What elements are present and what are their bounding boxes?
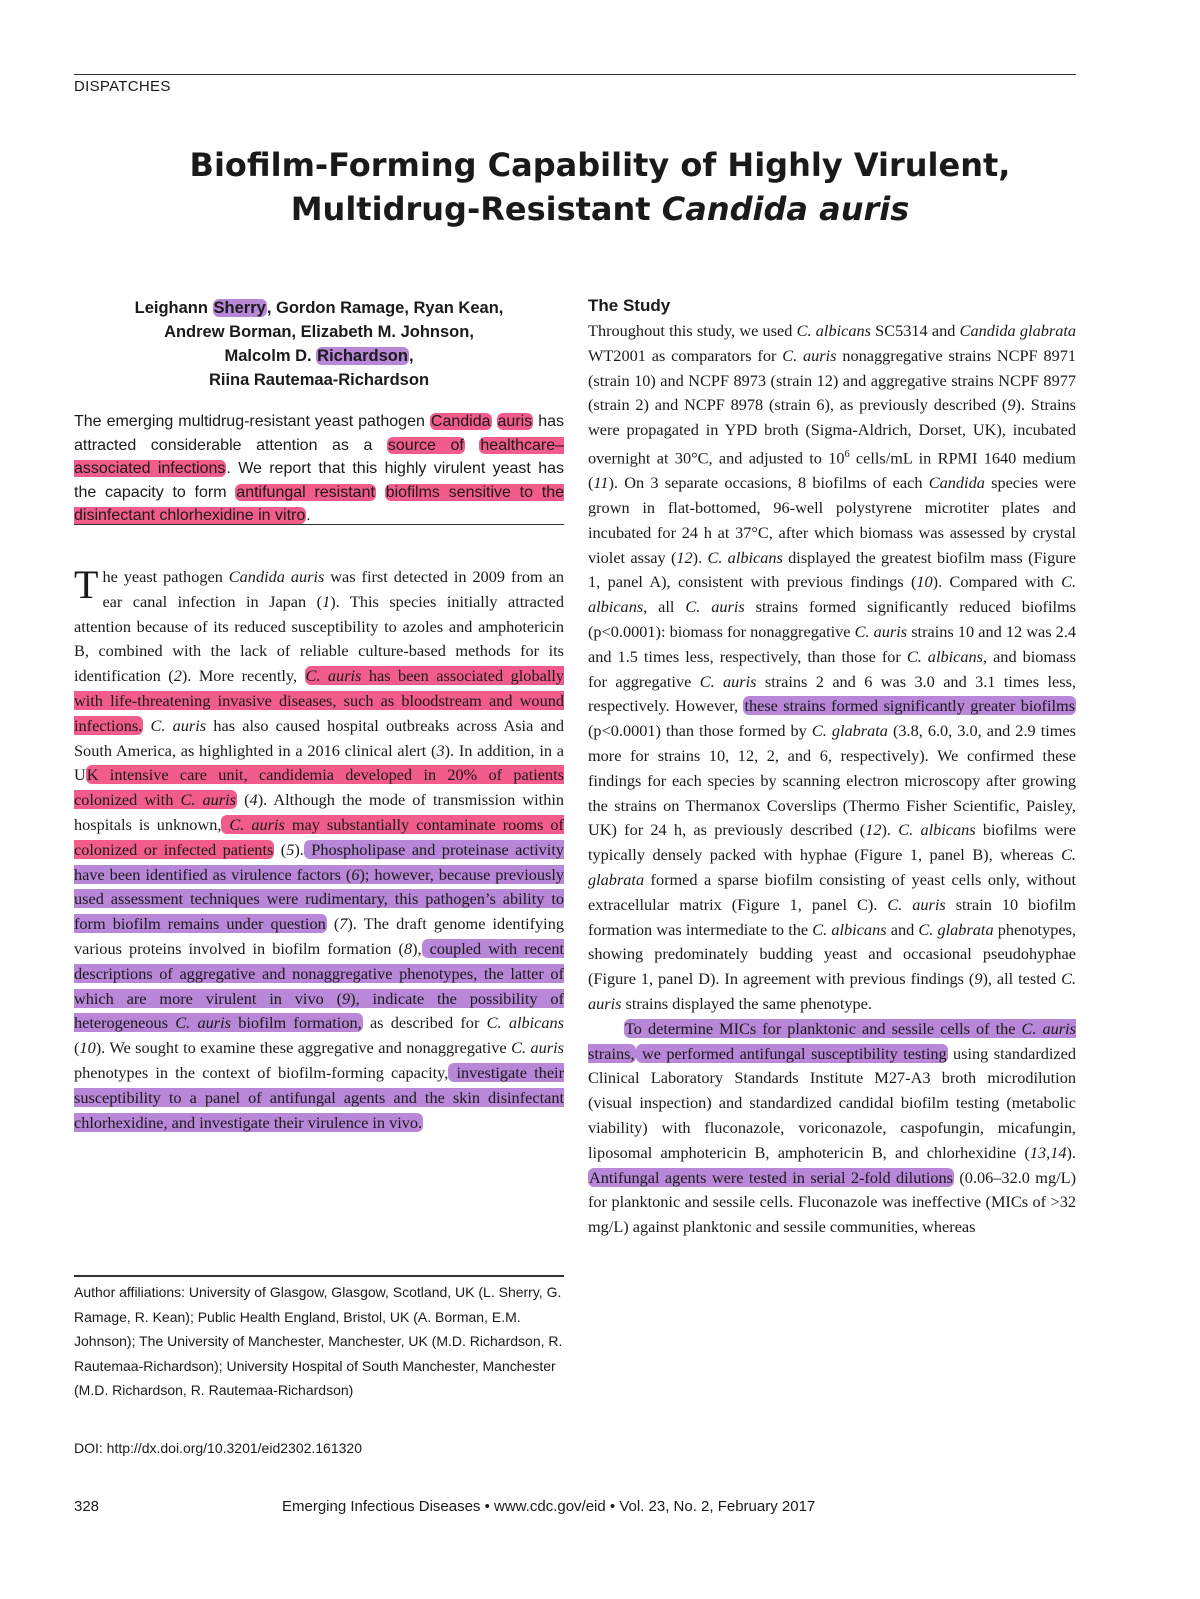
- highlight-sherry[interactable]: Sherry: [213, 299, 266, 317]
- study-paragraph-2: To determine MICs for planktonic and sessile cells of the C. auris strains, we performed antifungal susceptibility testing using standardized Clinical Laboratory Standards Institute M27-A3 broth microdilution (visual inspection) and standardized candidal biofilm testing (metabolic viability) with fluconazole, voriconazole, caspofungin, micafungin, liposomal amphotericin B, amphotericin B, and chlorhexidine (13,14). Antifungal agents were tested in serial 2-fold dilutions (0.06–32.0 mg/L) for planktonic and sessile cells. Fluconazole was ineffective (MICs of >32 mg/L) against planktonic and sessile communities, whereas: [588, 1018, 1077, 1237]
- highlight-abstract-5[interactable]: antifungal resistant: [236, 483, 375, 501]
- highlight-intro-2[interactable]: K intensive care unit, candidemia developed in 20% of patients colonized with C. auris: [74, 765, 564, 810]
- affiliation-rule: [74, 1275, 564, 1277]
- top-rule: [74, 74, 1076, 75]
- title-species: Candida auris: [661, 190, 910, 228]
- highlight-intro-3[interactable]: C. auris may substantially contaminate rooms of colonized or infected patients: [74, 814, 564, 859]
- author-list: Leighann Sherry, Gordon Ramage, Ryan Kean, Andrew Borman, Elizabeth M. Johnson, Malcolm D. Richardson, Riina Rautemaa-Richardson: [134, 299, 504, 389]
- author-affiliations: Author affiliations: University of Glasgow, Glasgow, Scotland, UK (L. Sherry, G. Ramage, R. Kean); Public Health England, Bristol, UK (A. Borman, E.M. Johnson); The University of Manchester, Manchester, UK (M.D. Richardson, R. Rautemaa-Richardson); University Hospital of South Manchester, Manchester (M.D. Richardson, R. Rautemaa-Richardson): [74, 1284, 563, 1398]
- doi-link[interactable]: DOI: http://dx.doi.org/10.3201/eid2302.161320: [74, 1440, 362, 1456]
- article-title: [74, 143, 1126, 231]
- highlight-study-2[interactable]: To determine MICs for planktonic and sessile cells of the C. auris strains,: [588, 1018, 1076, 1063]
- title-line-1: Biofilm-Forming Capability of Highly Virulent,: [189, 146, 1011, 184]
- study-body: [588, 319, 1076, 1240]
- journal-footer: Emerging Infectious Diseases • www.cdc.gov/eid • Vol. 23, No. 2, February 2017: [282, 1498, 816, 1515]
- highlight-abstract-6[interactable]: biofilms sensitive to the disinfectant chlorhexidine in vitro: [74, 483, 565, 524]
- highlight-study-4[interactable]: Antifungal agents were tested in serial 2-fold dilutions: [589, 1167, 954, 1187]
- highlight-intro-6[interactable]: investigate their susceptibility to a panel of antifungal agents and the skin disinfectant chlorhexidine, and investigate their virulence in vivo.: [74, 1062, 564, 1132]
- abstract: The emerging multidrug-resistant yeast pathogen Candida auris has attracted considerable attention as a source of healthcare–associated infections. We report that this highly virulent yeast has the capacity to form antifungal resistant biofilms sensitive to the disinfectant chlorhexidine in vitro.: [74, 413, 565, 524]
- study-paragraph-1: Throughout this study, we used C. albicans SC5314 and Candida glabrata WT2001 as comparators for C. auris nonaggregative strains NCPF 8971 (strain 10) and NCPF 8973 (strain 12) and aggregative strains NCPF 8977 (strain 2) and NCPF 8978 (strain 6), as previously described (9). Strains were propagated in YPD broth (Sigma-Aldrich, Dorset, UK), incubated overnight at 30°C, and adjusted to $10^6$ cells/mL in RPMI 1640 medium (11). On 3 separate occasions, 8 biofilms of each Candida species were grown in flat-bottomed, 96-well polystyrene microtiter plates and incubated for 24 h at 37°C, after which biomass was assessed by crystal violet assay (12). C. albicans displayed the greatest biofilm mass (Figure 1, panel A), consistent with previous findings (10). Compared with C. albicans, all C. auris strains formed significantly reduced biofilms (p<0.0001): biomass for nonaggregative C. auris strains 10 and 12 was 2.4 and 1.5 times less, respectively, than those for C. albicans, and biomass for aggregative C. auris strains 2 and 6 was 3.0 and 3.1 times less, respectively. However, these strains formed significantly greater biofilms (p<0.0001) than those formed by C. glabrata (3.8, 6.0, 3.0, and 2.9 times more for strains 10, 12, 2, and 6, respectively). We confirmed these findings for each species by scanning electron microscopy after growing the strains on Thermanox Coverslips (Thermo Fisher Scientific, Paisley, UK) for 24 h, as previously described (12). C. albicans biofilms were typically densely packed with hyphae (Figure 1, panel B), whereas C. glabrata formed a sparse biofilm consisting of yeast cells only, without extracellular matrix (Figure 1, panel C). C. auris strain 10 biofilm formation was intermediate to the C. albicans and C. glabrata phenotypes, showing predominately budding yeast and occasional pseudohyphae (Figure 1, panel D). In agreement with previous findings (9), all tested C. auris strains displayed the same phenotype.: [588, 321, 1077, 1013]
- highlight-study-3[interactable]: we performed antifungal susceptibility testing: [636, 1043, 947, 1063]
- highlight-intro-1[interactable]: C. auris has been associated globally with life-threatening invasive diseases, such as bloodstream and wound infections.: [74, 666, 565, 735]
- highlight-intro-4[interactable]: Phospholipase and proteinase activity have been identified as virulence factors (6); however, because previously used assessment techniques were rudimentary, this pathogen’s ability to form biofilm remains under question: [74, 839, 564, 934]
- highlight-abstract-1[interactable]: Candida: [430, 413, 491, 430]
- section-label: DISPATCHES: [74, 78, 171, 95]
- highlight-abstract-2[interactable]: auris: [497, 413, 533, 430]
- section-heading-study: The Study: [588, 296, 671, 315]
- highlight-abstract-3[interactable]: source of: [387, 436, 464, 454]
- intro-paragraph: The yeast pathogen Candida auris was first detected in 2009 from an ear canal infection in Japan (1). This species initially attracted attention because of its reduced susceptibility to azoles and amphotericin B, combined with the lack of reliable culture-based methods for its identification (2). More recently, C. auris has been associated globally with life-threatening invasive diseases, such as bloodstream and wound infections. C. auris has also caused hospital outbreaks across Asia and South America, as highlighted in a 2016 clinical alert (3). In addition, in a UK intensive care unit, candidemia developed in 20% of patients colonized with C. auris (4). Although the mode of transmission within hospitals is unknown, C. auris may substantially contaminate rooms of colonized or infected patients (5). Phospholipase and proteinase activity have been identified as virulence factors (6); however, because previously used assessment techniques were rudimentary, this pathogen’s ability to form biofilm remains under question (7). The draft genome identifying various proteins involved in biofilm formation (8), coupled with recent descriptions of aggregative and nonaggregative phenotypes, the latter of which are more virulent in vivo (9), indicate the possibility of heterogeneous C. auris biofilm formation, as described for C. albicans (10). We sought to examine these aggregative and nonaggregative C. auris phenotypes in the context of biofilm-forming capacity, investigate their susceptibility to a panel of antifungal agents and the skin disinfectant chlorhexidine, and investigate their virulence in vivo.: [74, 562, 565, 1132]
- drop-cap: T: [74, 562, 99, 607]
- abstract-rule: [74, 524, 564, 525]
- highlight-richardson[interactable]: Richardson: [317, 347, 408, 365]
- title-line-2: Multidrug-Resistant: [290, 190, 662, 228]
- highlight-intro-5[interactable]: coupled with recent descriptions of aggregative and nonaggregative phenotypes, the latter of which are more virulent in vivo (9), indicate the possibility of heterogeneous C. auris biofilm formation,: [74, 938, 564, 1033]
- highlight-abstract-4[interactable]: healthcare–associated infections: [74, 436, 565, 477]
- highlight-study-1[interactable]: these strains formed significantly greater biofilms: [744, 696, 1075, 716]
- page-number: 328: [74, 1498, 100, 1515]
